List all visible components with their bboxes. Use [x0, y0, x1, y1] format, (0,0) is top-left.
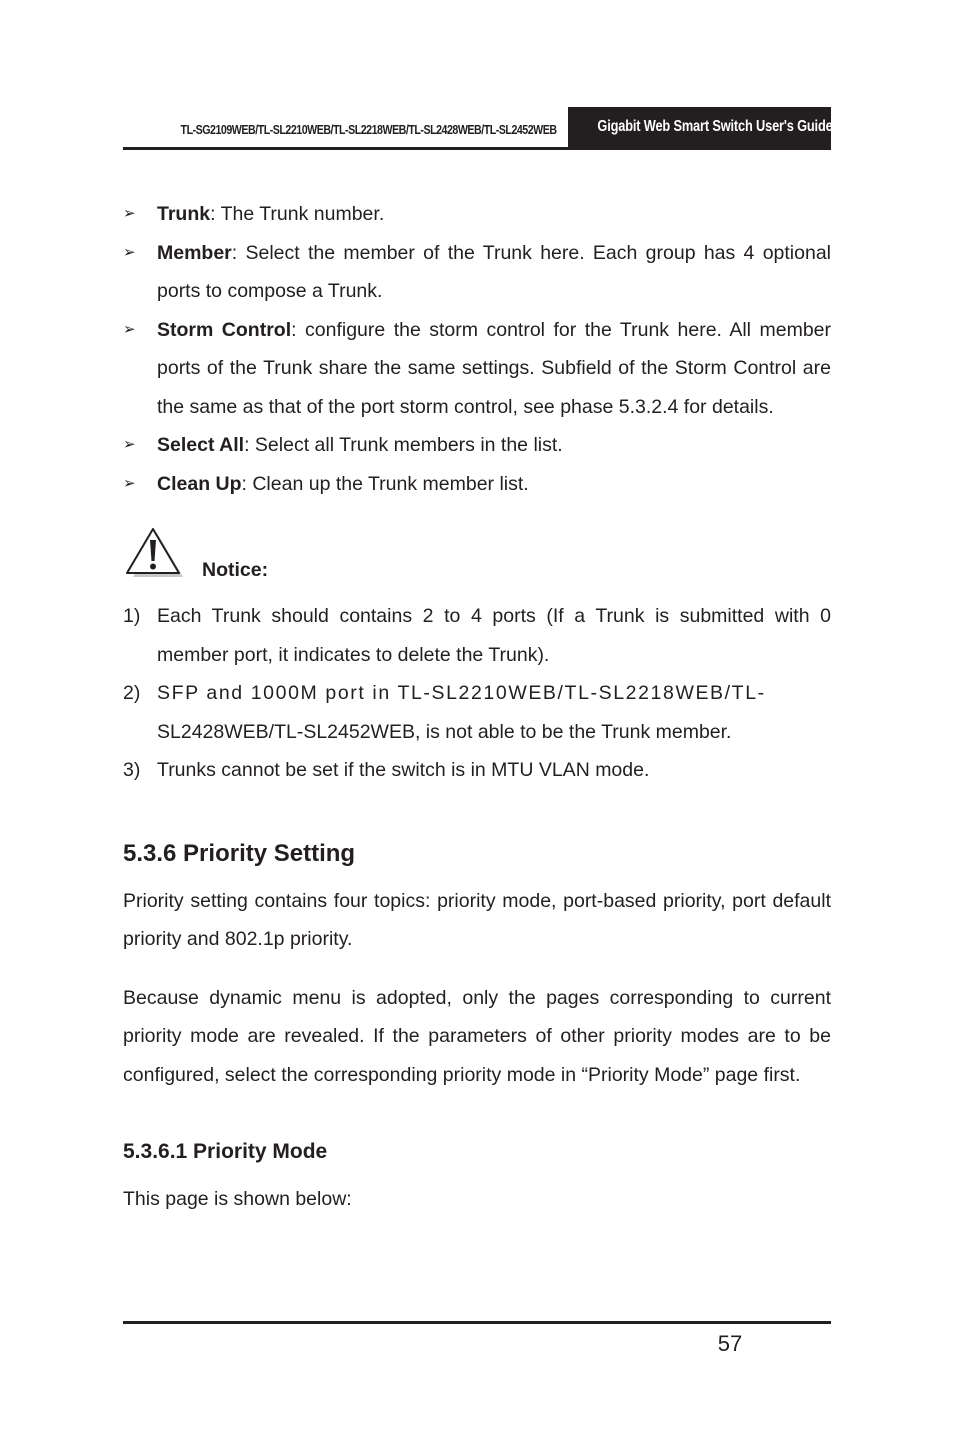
warning-triangle-icon [125, 527, 185, 583]
bullet-text: : Select the member of the Trunk here. Each group has 4 optional ports to compose a Trunk. [157, 241, 831, 302]
section-paragraph: Priority setting contains four topics: priority mode, port-based priority, port default priority and 802.1p priority. [123, 889, 831, 950]
notice-item-number: 2) [123, 682, 141, 704]
notice-block [123, 527, 831, 597]
page-header [123, 107, 831, 150]
section-heading: 5.3.6 Priority Setting [123, 839, 356, 867]
subsection-heading: 5.3.6.1 Priority Mode [123, 1140, 328, 1163]
bullet-text: : The Trunk number. [210, 203, 385, 225]
arrow-bullet-icon: ➢ [123, 205, 136, 222]
header-guide-title [568, 107, 831, 147]
footer-divider [123, 1321, 831, 1324]
notice-title: Notice: [202, 559, 269, 581]
arrow-bullet-icon: ➢ [123, 320, 136, 338]
bullet-trunk [123, 195, 831, 234]
notice-item [123, 597, 831, 674]
subsection-text: This page is shown below: [123, 1188, 352, 1210]
notice-item [123, 751, 831, 790]
bullet-term: Storm Control [157, 318, 292, 341]
bullet-clean-up [123, 465, 831, 504]
notice-item-text: SL2428WEB/TL-SL2452WEB, is not able to be the Trunk member. [157, 720, 732, 743]
notice-item-text-spaced: SFP and 1000M port in TL-SL2210WEB/TL-SL2218WEB/TL- [157, 682, 766, 704]
notice-item-number: 1) [123, 605, 141, 627]
bullet-text: : Clean up the Trunk member list. [241, 472, 529, 495]
page-content [123, 195, 831, 1219]
bullet-storm-control [123, 311, 831, 427]
arrow-bullet-icon: ➢ [123, 436, 136, 453]
header-guide-title-text: Gigabit Web Smart Switch User's Guide [597, 118, 833, 135]
notice-item-text: Trunks cannot be set if the switch is in MTU VLAN mode. [157, 759, 650, 781]
arrow-bullet-icon: ➢ [123, 474, 136, 492]
notice-item-number: 3) [123, 759, 141, 781]
bullet-term: Trunk [157, 203, 211, 225]
bullet-term: Clean Up [157, 472, 242, 495]
bullet-term: Select All [157, 434, 245, 456]
bullet-text: : configure the storm control for the Trunk here. All member ports of the Trunk share the same settings. Subfield of the Storm Control are the same as that of the port storm control, see phase 5.3.2.4 for details. [157, 318, 831, 418]
bullet-term: Member [157, 241, 232, 264]
notice-item [123, 674, 831, 751]
arrow-bullet-icon: ➢ [123, 243, 136, 261]
bullet-member [123, 234, 831, 311]
bullet-select-all [123, 426, 831, 465]
page-number: 57 [717, 1331, 743, 1356]
header-model-list: TL-SG2109WEB/TL-SL2210WEB/TL-SL2218WEB/TL-SL2428WEB/TL-SL2452WEB [180, 122, 557, 137]
notice-item-text: Each Trunk should contains 2 to 4 ports (If a Trunk is submitted with 0 member port, it indicates to delete the Trunk). [157, 605, 831, 666]
section-paragraph: Because dynamic menu is adopted, only the pages corresponding to current priority mode are revealed. If the parameters of other priority modes are to be configured, select the corresponding priority mode in “Priority Mode” page first. [123, 986, 831, 1086]
bullet-text: : Select all Trunk members in the list. [244, 434, 563, 456]
